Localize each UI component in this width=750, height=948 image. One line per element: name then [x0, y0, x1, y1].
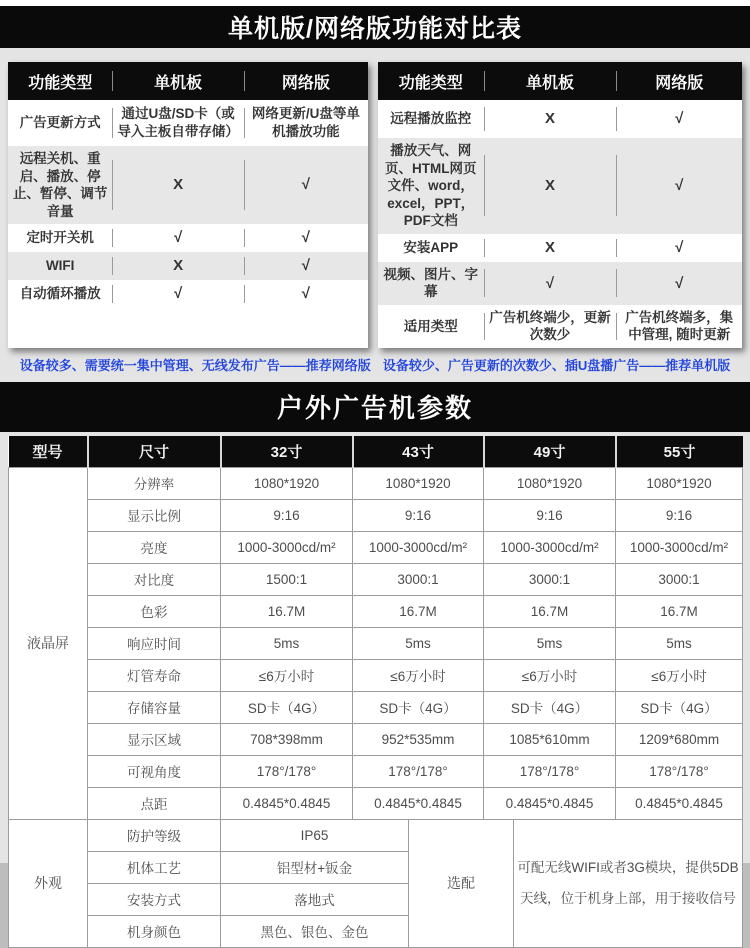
network-value: √ — [616, 234, 742, 262]
spec-header-model: 型号 — [9, 436, 88, 468]
network-value: √ — [244, 146, 368, 224]
spec-table-lcd — [8, 436, 743, 820]
network-value: 网络更新/U盘等单机播放功能 — [244, 100, 368, 146]
spec-row-label: 显示比例 — [88, 499, 221, 531]
spec-value: ≤6万小时 — [484, 659, 616, 691]
comparison-table-left-header — [8, 62, 368, 100]
standalone-value: X — [112, 146, 243, 224]
spec-value: 5ms — [616, 627, 743, 659]
table-row — [378, 305, 742, 348]
spec-value: 16.7M — [484, 595, 616, 627]
spec-value: 1000-3000cd/m² — [353, 531, 484, 563]
spec-value: 952*535mm — [353, 723, 484, 755]
spec-value: SD卡（4G） — [616, 691, 743, 723]
spec-value: 9:16 — [353, 499, 484, 531]
header-function-type: 功能类型 — [398, 74, 463, 92]
spec-row-label: 对比度 — [88, 563, 221, 595]
table-row — [9, 595, 743, 627]
spec-value: 178°/178° — [353, 755, 484, 787]
spec-value: 铝型材+钣金 — [221, 851, 409, 883]
spec-value: 708*398mm — [221, 723, 353, 755]
standalone-value: 通过U盘/SD卡（或导入主板自带存储） — [112, 100, 243, 146]
spec-value: 1080*1920 — [484, 467, 616, 499]
comparison-table-right — [378, 62, 742, 348]
optional-label: 选配 — [409, 819, 514, 947]
spec-header-size: 尺寸 — [88, 436, 221, 468]
network-value: √ — [244, 224, 368, 252]
recommendation-strip — [0, 348, 750, 382]
spec-value: 0.4845*0.4845 — [221, 787, 353, 819]
spec-value: ≤6万小时 — [616, 659, 743, 691]
feature-label: 远程关机、重启、播放、停止、暂停、调节音量 — [12, 151, 108, 219]
table-row — [8, 146, 368, 224]
params-banner-title: 户外广告机参数 — [276, 393, 473, 424]
network-value: √ — [244, 252, 368, 280]
recommendation-network: 设备较多、需要统一集中管理、无线发布广告——推荐网络版 — [19, 358, 371, 374]
table-row — [9, 755, 743, 787]
header-standalone: 单机板 — [112, 62, 243, 100]
spec-value: 1085*610mm — [484, 723, 616, 755]
group-label-appearance: 外观 — [9, 819, 88, 947]
spec-value: ≤6万小时 — [353, 659, 484, 691]
spec-row-label: 色彩 — [88, 595, 221, 627]
spec-row-label: 安装方式 — [88, 883, 221, 915]
table-row — [8, 252, 368, 280]
spec-value: 16.7M — [221, 595, 353, 627]
network-value: √ — [616, 138, 742, 234]
table-row — [9, 531, 743, 563]
table-row — [9, 627, 743, 659]
standalone-value: √ — [484, 262, 617, 305]
spec-value: 1209*680mm — [616, 723, 743, 755]
table-row — [9, 691, 743, 723]
spec-value: 落地式 — [221, 883, 409, 915]
network-value: √ — [616, 100, 742, 138]
recommendation-standalone: 设备较少、广告更新的次数少、插U盘播广告——推荐单机版 — [382, 358, 731, 374]
spec-value: 16.7M — [616, 595, 743, 627]
group-label-lcd: 液晶屏 — [9, 467, 88, 819]
spec-row-label: 响应时间 — [88, 627, 221, 659]
spec-value: 0.4845*0.4845 — [353, 787, 484, 819]
spec-value: 1080*1920 — [616, 467, 743, 499]
spec-row-label: 防护等级 — [88, 819, 221, 851]
table-row — [8, 100, 368, 146]
feature-label: 视频、图片、字幕 — [383, 266, 479, 300]
network-value: √ — [244, 280, 368, 308]
spec-header-32: 32寸 — [221, 436, 353, 468]
spec-row-label: 可视角度 — [88, 755, 221, 787]
table-row — [8, 280, 368, 308]
table-row — [8, 224, 368, 252]
comparison-banner — [0, 6, 750, 48]
network-value: 广告机终端多，集中管理, 随时更新 — [616, 305, 742, 348]
feature-label: 自动循环播放 — [19, 286, 101, 302]
comparison-table-right-rows — [378, 100, 742, 348]
table-row — [378, 138, 742, 234]
spec-value: 5ms — [484, 627, 616, 659]
spec-row-label: 显示区域 — [88, 723, 221, 755]
spec-value: 1500:1 — [221, 563, 353, 595]
spec-value: SD卡（4G） — [353, 691, 484, 723]
table-row — [9, 819, 743, 851]
standalone-value: √ — [112, 224, 243, 252]
spec-header-43: 43寸 — [353, 436, 484, 468]
spec-header-55: 55寸 — [616, 436, 743, 468]
spec-value: 1000-3000cd/m² — [616, 531, 743, 563]
spec-value: 178°/178° — [484, 755, 616, 787]
spec-value: 16.7M — [353, 595, 484, 627]
spec-value: 178°/178° — [221, 755, 353, 787]
spec-value: ≤6万小时 — [221, 659, 353, 691]
spec-value: 1000-3000cd/m² — [484, 531, 616, 563]
table-row — [378, 262, 742, 305]
spec-header-49: 49寸 — [484, 436, 616, 468]
spec-value: 3000:1 — [484, 563, 616, 595]
spec-value: 9:16 — [221, 499, 353, 531]
spec-value: 1000-3000cd/m² — [221, 531, 353, 563]
table-row — [378, 234, 742, 262]
spec-value: 178°/178° — [616, 755, 743, 787]
spec-value: SD卡（4G） — [484, 691, 616, 723]
standalone-value: X — [484, 234, 617, 262]
header-network: 网络版 — [244, 62, 368, 100]
feature-label: 远程播放监控 — [390, 111, 472, 127]
spec-value: 9:16 — [616, 499, 743, 531]
spec-value: 1080*1920 — [353, 467, 484, 499]
table-row — [9, 467, 743, 499]
spec-row-label: 亮度 — [88, 531, 221, 563]
comparison-banner-title: 单机版/网络版功能对比表 — [228, 15, 522, 43]
table-row — [9, 723, 743, 755]
spec-value: 0.4845*0.4845 — [484, 787, 616, 819]
standalone-value: 广告机终端少，更新次数少 — [484, 305, 617, 348]
spec-value: 3000:1 — [353, 563, 484, 595]
header-function-type: 功能类型 — [28, 74, 93, 92]
spec-value: 9:16 — [484, 499, 616, 531]
spec-row-label: 点距 — [88, 787, 221, 819]
header-standalone: 单机板 — [484, 62, 617, 100]
feature-label: WIFI — [45, 258, 75, 274]
standalone-value: X — [484, 138, 617, 234]
spec-value: 3000:1 — [616, 563, 743, 595]
comparison-table-left — [8, 62, 368, 348]
feature-label: 播放天气、网页、HTML网页文件、word，excel，PPT，PDF文档 — [385, 143, 477, 229]
optional-text: 可配无线WIFI或者3G模块，提供5DB天线，位于机身上部，用于接收信号 — [514, 819, 743, 947]
spec-row-label: 机体工艺 — [88, 851, 221, 883]
standalone-value: √ — [112, 280, 243, 308]
spec-row-label: 机身颜色 — [88, 915, 221, 947]
spec-value: 0.4845*0.4845 — [616, 787, 743, 819]
feature-label: 安装APP — [403, 239, 459, 255]
spec-row-label: 分辨率 — [88, 467, 221, 499]
spec-value: IP65 — [221, 819, 409, 851]
spec-value: 1080*1920 — [221, 467, 353, 499]
spec-value: SD卡（4G） — [221, 691, 353, 723]
spec-value: 黑色、银色、金色 — [221, 915, 409, 947]
standalone-value: X — [112, 252, 243, 280]
spec-table-appearance — [8, 819, 743, 948]
table-row — [9, 787, 743, 819]
table-row — [9, 659, 743, 691]
comparison-area — [0, 48, 750, 348]
spec-row-label: 存储容量 — [88, 691, 221, 723]
header-network: 网络版 — [616, 62, 742, 100]
table-row — [378, 100, 742, 138]
params-banner — [0, 382, 750, 432]
feature-label: 定时开关机 — [26, 230, 94, 246]
network-value: √ — [616, 262, 742, 305]
spec-value: 5ms — [221, 627, 353, 659]
comparison-table-left-rows — [8, 100, 368, 308]
table-row — [9, 563, 743, 595]
feature-label: 广告更新方式 — [19, 115, 101, 131]
spec-row-label: 灯管寿命 — [88, 659, 221, 691]
spec-header-row — [9, 436, 743, 468]
spec-value: 5ms — [353, 627, 484, 659]
standalone-value: X — [484, 100, 617, 138]
spec-area — [0, 432, 750, 948]
table-row — [9, 499, 743, 531]
comparison-table-right-header — [378, 62, 742, 100]
feature-label: 适用类型 — [403, 318, 458, 334]
